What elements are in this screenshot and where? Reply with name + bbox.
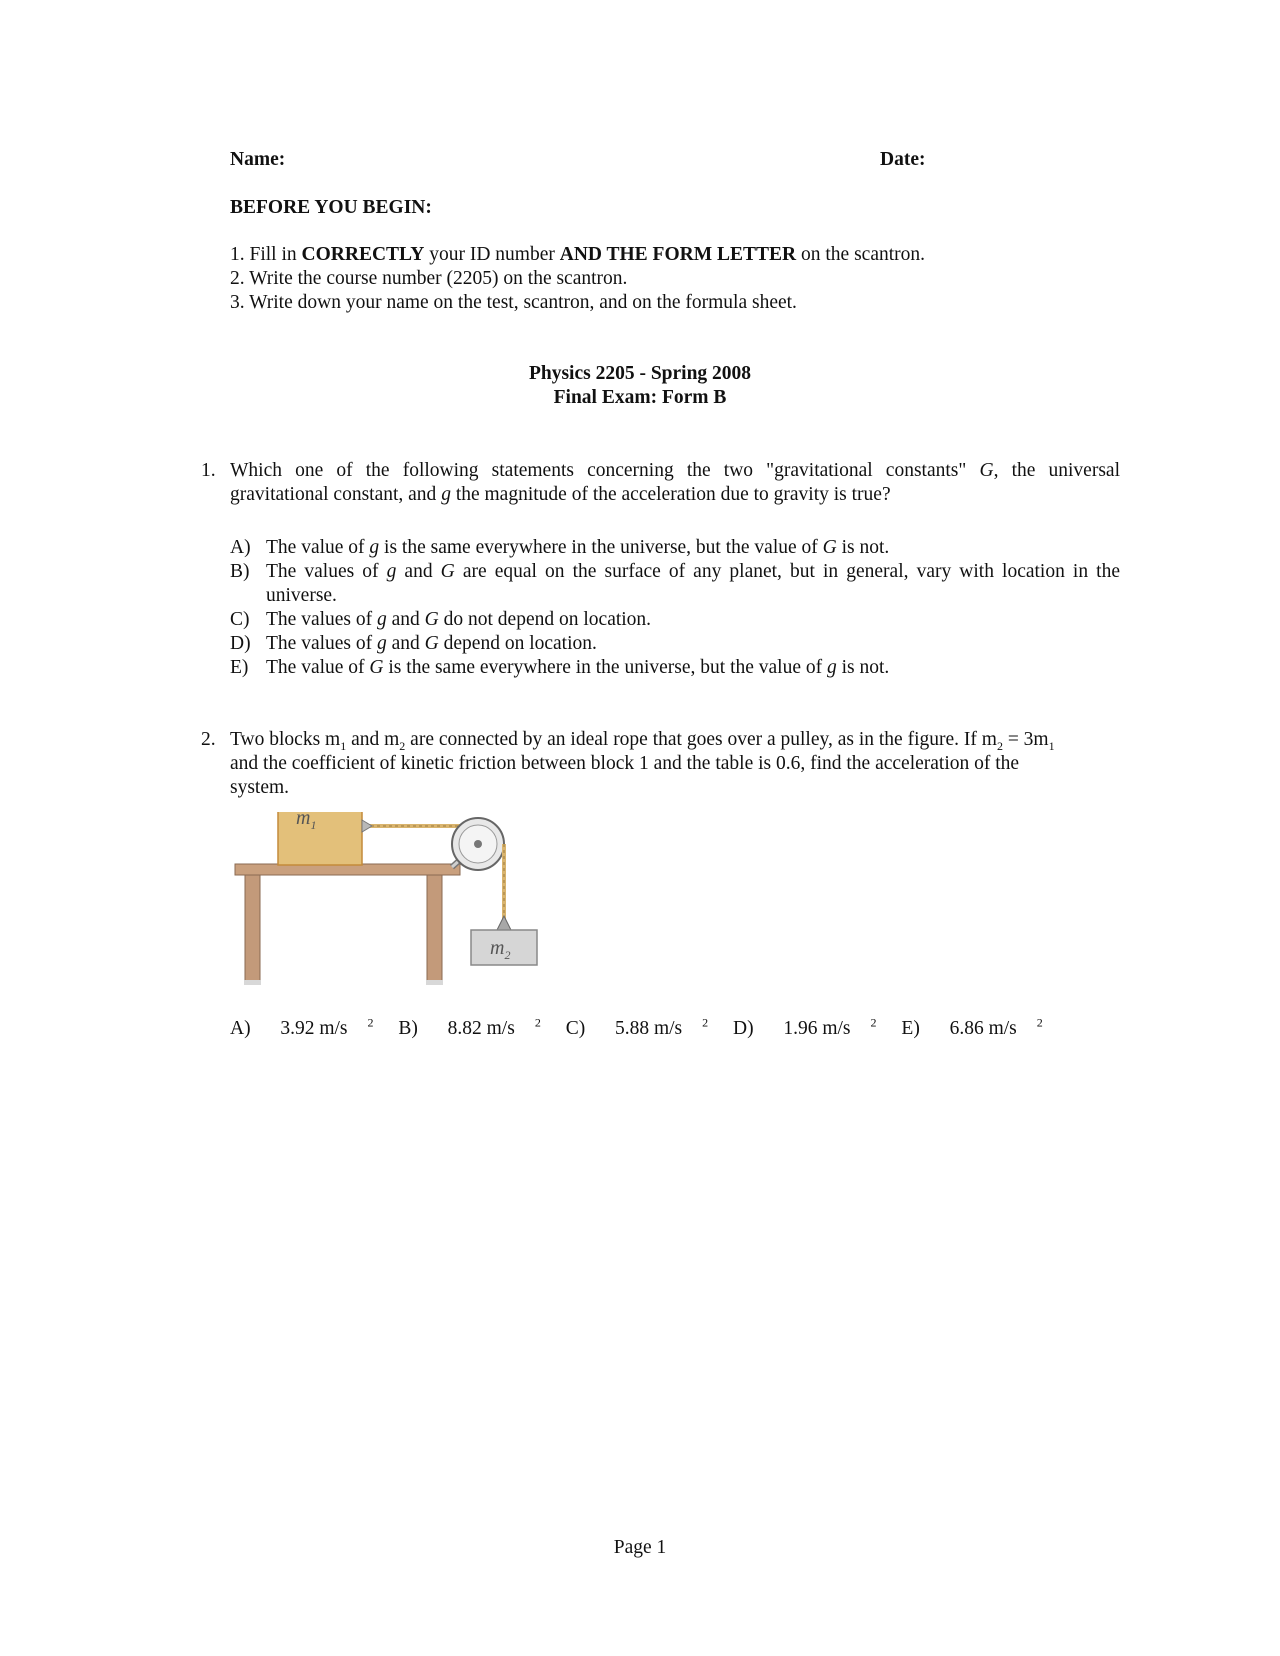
stem-text: and m xyxy=(346,729,400,750)
rope-hook-m2 xyxy=(497,916,511,930)
answer-label: C) xyxy=(565,1018,586,1039)
page-number: Page 1 xyxy=(613,1537,667,1558)
option-variable: G xyxy=(424,633,439,654)
option-variable: g xyxy=(369,537,380,558)
question-1-stem-line1 xyxy=(230,459,1120,483)
option-text: do not depend on location. xyxy=(438,609,652,630)
table-leg-right xyxy=(427,874,442,984)
option-label: A) xyxy=(230,537,251,558)
option-variable: G xyxy=(440,561,455,582)
pulley-figure xyxy=(230,807,550,1009)
stem-text: are connected by an ideal rope that goes over a pulley, as in the figure. If m xyxy=(405,729,997,750)
block-m1 xyxy=(278,812,362,865)
answer-c xyxy=(565,1015,709,1039)
answer-superscript: 2 xyxy=(534,1015,541,1030)
pulley-diagram xyxy=(230,812,550,1002)
table-foot-left xyxy=(244,980,261,985)
option-text: is not. xyxy=(836,537,890,558)
option-variable: g xyxy=(377,609,387,630)
answer-value: 8.82 m/s xyxy=(447,1018,515,1039)
exam-title: Physics 2205 - Spring 2008 xyxy=(528,363,752,384)
block-m2-label xyxy=(490,936,510,960)
table-leg-left xyxy=(245,874,260,984)
answer-value: 3.92 m/s xyxy=(280,1018,348,1039)
instruction-emphasis: AND THE FORM LETTER xyxy=(559,244,797,265)
option-label: B) xyxy=(230,561,250,582)
option-text: is the same everywhere in the universe, but the value of xyxy=(379,537,823,558)
answer-b xyxy=(398,1015,541,1039)
option-text: The value of xyxy=(266,657,370,678)
label-subscript: 2 xyxy=(504,948,511,962)
answer-label: E) xyxy=(901,1018,920,1039)
question-2-stem-line3: system. xyxy=(230,777,290,798)
stem-variable: G xyxy=(979,460,994,481)
exam-subtitle: Final Exam: Form B xyxy=(553,387,727,408)
answer-superscript: 2 xyxy=(702,1015,709,1030)
stem-text: Which one of the following statements concerning the two "gravitational constants" xyxy=(230,460,980,481)
instruction-item-2: 2. Write the course number (2205) on the scantron. xyxy=(230,268,628,289)
stem-text: the magnitude of the acceleration due to gravity is true? xyxy=(450,484,891,505)
stem-subscript: 2 xyxy=(399,738,406,753)
option-text: The value of xyxy=(266,537,370,558)
answer-a xyxy=(230,1015,374,1039)
instruction-text: 1. Fill in xyxy=(230,244,302,265)
name-label: Name: xyxy=(230,149,286,170)
label-subscript: 1 xyxy=(310,818,317,832)
instruction-item-3: 3. Write down your name on the test, scantron, and on the formula sheet. xyxy=(230,292,797,313)
stem-variable: g xyxy=(441,484,451,505)
option-text: is the same everywhere in the universe, but the value of xyxy=(383,657,827,678)
stem-text: gravitational constant, and xyxy=(230,484,442,505)
answer-label: B) xyxy=(398,1018,418,1039)
option-variable: G xyxy=(369,657,384,678)
block-m1-label xyxy=(296,806,316,830)
option-label: E) xyxy=(230,657,249,678)
rope-hook-m1 xyxy=(362,820,372,832)
answer-d xyxy=(733,1015,877,1039)
answer-e xyxy=(901,1015,1043,1039)
option-text: The values of xyxy=(266,633,378,654)
stem-subscript: 2 xyxy=(996,738,1003,753)
option-variable: g xyxy=(827,657,837,678)
answer-value: 5.88 m/s xyxy=(614,1018,683,1039)
instruction-item-1 xyxy=(230,243,925,267)
answer-superscript: 2 xyxy=(870,1015,877,1030)
question-1-number: 1. xyxy=(201,460,216,481)
answer-value: 1.96 m/s xyxy=(783,1018,851,1039)
stem-subscript: 1 xyxy=(1048,738,1055,753)
question-2-stem-line1 xyxy=(230,728,1055,752)
stem-subscript: 1 xyxy=(340,738,347,753)
answer-superscript: 2 xyxy=(367,1015,374,1030)
question-1-stem-line2 xyxy=(230,483,891,507)
option-text: The values of xyxy=(266,609,378,630)
label-text: m xyxy=(490,937,505,959)
label-text: m xyxy=(296,807,311,829)
option-variable: G xyxy=(822,537,837,558)
answer-superscript: 2 xyxy=(1036,1015,1043,1030)
table-foot-right xyxy=(426,980,443,985)
option-text: universe. xyxy=(266,585,337,606)
option-label: D) xyxy=(230,633,251,654)
pulley-axle xyxy=(474,840,482,848)
stem-text: Two blocks m xyxy=(230,729,341,750)
question-2-answers xyxy=(230,1017,1063,1041)
option-text: are equal on the surface of any planet, but in general, vary with location in the xyxy=(454,561,1120,582)
option-label: C) xyxy=(230,609,250,630)
option-variable: g xyxy=(377,633,387,654)
option-text: and xyxy=(386,609,425,630)
option-text: is not. xyxy=(836,657,890,678)
question-2-stem-line2: and the coefficient of kinetic friction between block 1 and the table is 0.6, find the acceleration of the xyxy=(230,753,1020,774)
answer-label: A) xyxy=(230,1018,251,1039)
option-text: depend on location. xyxy=(438,633,597,654)
instruction-emphasis: CORRECTLY xyxy=(301,244,425,265)
stem-text: , the universal xyxy=(993,460,1120,481)
answer-value: 6.86 m/s xyxy=(949,1018,1017,1039)
option-variable: G xyxy=(424,609,439,630)
option-variable: g xyxy=(386,561,397,582)
question-2-number: 2. xyxy=(201,729,216,750)
option-text: The values of xyxy=(266,561,387,582)
instruction-text: on the scantron. xyxy=(796,244,926,265)
instruction-text: your ID number xyxy=(424,244,560,265)
instructions-heading: BEFORE YOU BEGIN: xyxy=(230,197,432,218)
option-text: and xyxy=(396,561,441,582)
stem-text: = 3m xyxy=(1002,729,1049,750)
option-text: and xyxy=(386,633,425,654)
date-label: Date: xyxy=(880,149,926,170)
answer-label: D) xyxy=(733,1018,754,1039)
